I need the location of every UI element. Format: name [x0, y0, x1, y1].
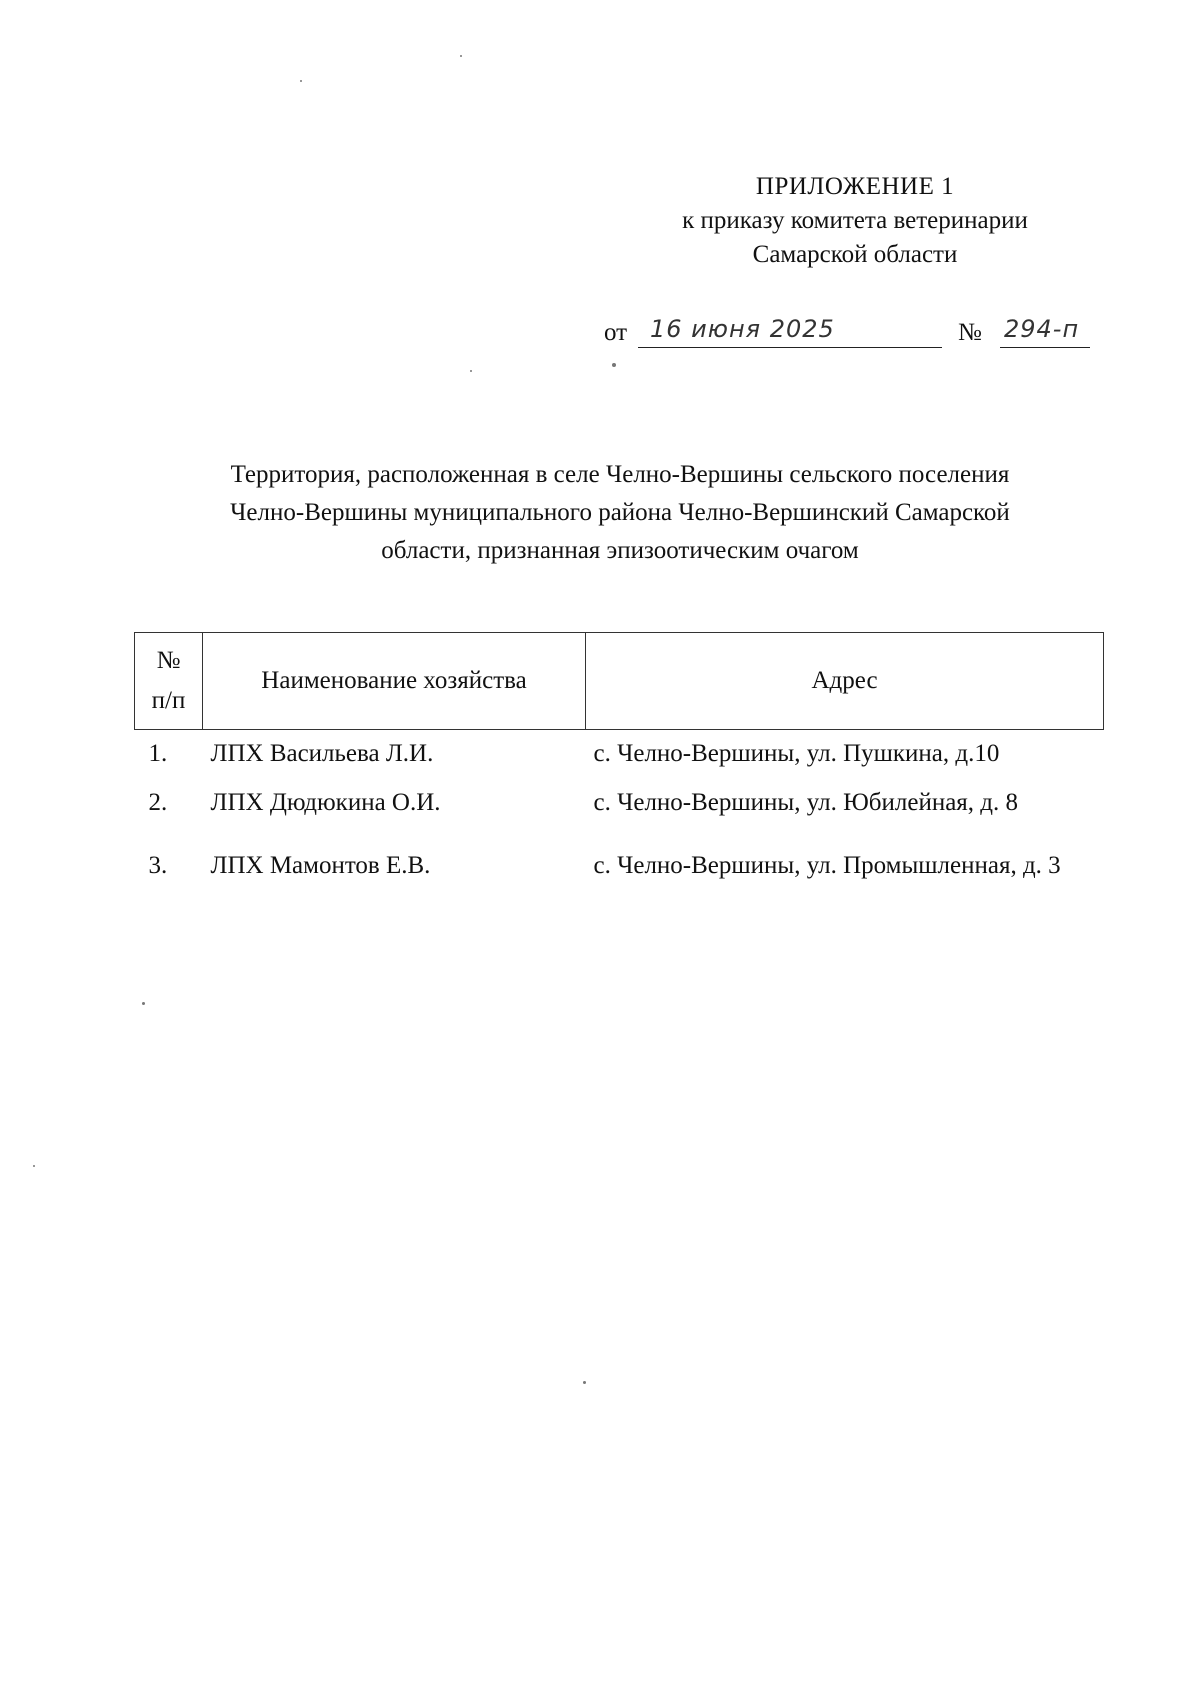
scan-speck — [612, 363, 616, 367]
header-farm-name: Наименование хозяйства — [203, 633, 586, 730]
annex-header — [620, 170, 1090, 272]
table-row — [135, 778, 1104, 828]
row-address: с. Челно-Вершины, ул. Промышленная, д. 3 — [593, 852, 1061, 879]
header-number-symbol: № — [156, 647, 181, 674]
order-number-label: № — [958, 319, 982, 346]
order-reference — [604, 315, 1094, 355]
scan-speck — [583, 1381, 586, 1384]
row-farm-name: ЛПХ Дюдюкина О.И. — [210, 789, 441, 816]
row-address: с. Челно-Вершины, ул. Пушкина, д.10 — [593, 740, 1000, 767]
table-row — [135, 730, 1104, 779]
scan-speck — [33, 1165, 35, 1167]
order-date-underline — [638, 347, 942, 348]
document-title-line-2: Челно-Вершины муниципального района Челно-Вершинский Самарской — [230, 499, 1010, 526]
row-address: с. Челно-Вершины, ул. Юбилейная, д. 8 — [593, 789, 1019, 816]
document-title — [150, 456, 1090, 570]
order-date-handwritten: 16 июня 2025 — [650, 315, 835, 343]
annex-line-2: Самарской области — [752, 241, 958, 268]
header-address: Адрес — [586, 633, 1104, 730]
scan-speck — [460, 55, 462, 57]
row-number: 2. — [148, 789, 168, 816]
farms-table — [134, 632, 1104, 904]
order-date-label: от — [604, 319, 628, 346]
header-number-abbrev: п/п — [151, 687, 186, 714]
row-farm-name: ЛПХ Мамонтов Е.В. — [210, 852, 431, 879]
table-header-row — [135, 633, 1104, 730]
row-number: 1. — [148, 740, 168, 767]
scan-speck — [142, 1002, 145, 1005]
annex-title: ПРИЛОЖЕНИЕ 1 — [755, 173, 955, 200]
row-number: 3. — [148, 852, 168, 879]
order-number-handwritten: 294-п — [1004, 315, 1080, 343]
header-number — [135, 633, 203, 730]
document-title-line-3: области, признанная эпизоотическим очагом — [381, 537, 859, 564]
scan-speck — [300, 80, 302, 82]
row-farm-name: ЛПХ Васильева Л.И. — [210, 740, 434, 767]
scan-speck — [470, 370, 472, 372]
table-row — [135, 828, 1104, 904]
annex-line-1: к приказу комитета ветеринарии — [682, 207, 1028, 234]
document-title-line-1: Территория, расположенная в селе Челно-Вершины сельского поселения — [230, 461, 1010, 488]
order-number-underline — [1000, 347, 1090, 348]
